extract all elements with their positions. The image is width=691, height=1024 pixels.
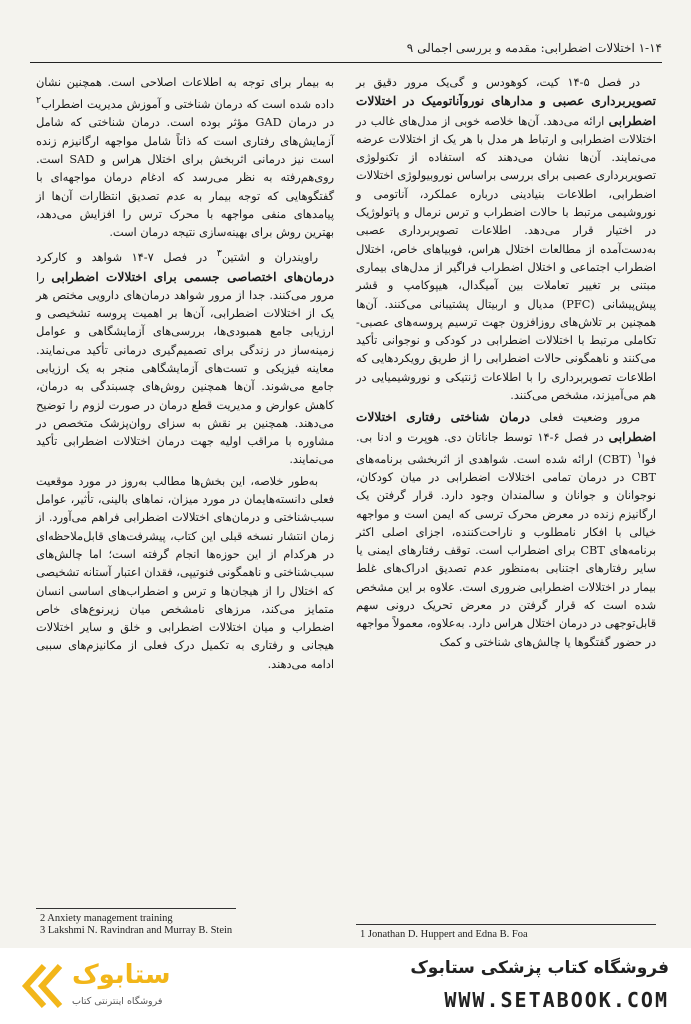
text-run: به‌طور خلاصه، این بخش‌ها مطالب به‌روز در مورد موقعیت فعلی دانسته‌هایمان در مورد میزان، نماهای بالینی، تأثیر، عوامل سبب‌شناختی و درمان‌های اختلالات اضطرابی فراهم می‌آورد. از زمان انتشار نسخه قبلی این کتاب، پیشرفت‌های قابل‌ملاحظه‌ای در هرکدام از این حوزه‌ها انجام گرفته است؛ اما چالش‌های سبب‌شناختی و ناهمگونی فنوتیپی، فقدان اعتبار آستانه تشخیصی که اختلال را از هیجان‌ها و ترس و اضطراب‌های اساسی انسان متمایز می‌کند، مرزهای نامشخص میان زیرنوع‌های خاص اضطراب و میان اختلالات اضطرابی و خلق و سایر اختلالات هیجانی و رفتاری به تکمیل درک فعلی از مکانیزم‌های سببی ادامه می‌دهند.: [36, 474, 334, 671]
right-text-column: [356, 74, 656, 655]
left-text-column: [36, 74, 334, 677]
logo-tagline: فروشگاه اینترنتی کتاب: [72, 996, 163, 1007]
paragraph: [36, 74, 334, 242]
footnote-ref: ۱: [636, 449, 642, 461]
text-run: در فصل ۶-۱۴ توسط جاناتان دی. هوپرت و ادنا بی. فوا: [356, 430, 656, 466]
bold-phrase: تصویربرداری عصبی و مدارهای نوروآناتومیک در اختلالات اضطرابی: [356, 94, 656, 128]
footnote: 3 Lakshmi N. Ravindran and Murray B. Stein: [40, 925, 233, 936]
text-run: در فصل ۵-۱۴ کیت، کوهودس و گی‌یک مرور دقیق بر: [356, 76, 640, 89]
text-run: راویندران و اشتین: [221, 251, 318, 265]
text-run: را مرور می‌کنند. جدا از مرور شواهد درمان‌های دارویی مختص هر یک از اختلالات اضطرابی، آن‌ها بر اهمیت پروسه تشخیصی و ارزیابی جامع همبودی‌ها، بررسی‌های آزمایشگاهی و عوامل زمینه‌ساز در زندگی برای تصمیم‌گیری درمانی تأکید می‌نمایند. معاینه فیزیکی و تست‌های آزمایشگاهی منجر به یک ارزیابی جامع می‌شوند. آن‌ها همچنین روش‌های چسبندگی به درمان، کاهش عوارض و مدیریت قطع درمان در صورت لزوم را توضیح می‌دهند. همچنین بر نقش به سزای روان‌پزشک متخصص در مشاوره با مراقب اولیه جهت درمان اختلالات اضطرابی تأکید می‌نمایند.: [36, 270, 334, 467]
logo-wordmark: ستابوک: [72, 960, 171, 990]
text-run: مرور وضعیت فعلی: [530, 411, 640, 425]
page-header: [30, 38, 662, 63]
text-run: به بیمار برای توجه به اطلاعات اصلاحی است. همچنین نشان داده شده است که درمان شناختی و آموزش مدیریت اضطراب: [36, 76, 334, 112]
store-name: فروشگاه کتاب پزشکی ستابوک: [410, 958, 669, 978]
store-logo[interactable]: [14, 960, 264, 1014]
bold-phrase: درمان‌های اختصاصی جسمی برای اختلالات اضطرابی: [51, 269, 334, 284]
paragraph: [36, 473, 334, 674]
footnote: 1 Jonathan D. Huppert and Edna B. Foa: [360, 929, 528, 940]
footnote-rule-left: [36, 908, 236, 909]
text-run: در درمان GAD مؤثر بوده است. درمان شناختی که شامل آزمایش‌های رفتاری است که ذاتاً شامل مواجهه ارگانیزم زنده است نیز درمانی اثربخش برای اختلال هراس و SAD است. روی‌هم‌رفته به نظر می‌رسد که ادغام درمان مواجهه‌ای با گفتگوهایی که توجه بیمار به عدم تصدیق انتظارات آن‌ها از پیامدهای منفی مواجهه با محرک ترس را افزایش می‌دهد، بهترین روش برای بهینه‌سازی نتیجه درمان است.: [36, 116, 334, 240]
text-run: ارائه می‌دهد. آن‌ها خلاصه خوبی از مدل‌های غالب در اختلالات اضطرابی و ارتباط هر مدل با هر یک از اختلالات عرضه می‌نمایند. آن‌ها نشان می‌دهند که استفاده از تکنولوژی تصویربرداری عصبی برای بررسی براساس نوروبیولوژی اختلالات اضطرابی، اطلاعات بنیادینی درباره عملکرد، آناتومی و نوروشیمی مرتبط با حالات اضطراب و ترس نرمال و پاتولوژیک در اختیار قرار می‌دهد. اطلاعات تصویربرداری عصبی به‌دست‌آمده از مطالعات اختلال هراس، فوبیاهای خاص، اختلال اضطراب اجتماعی و اختلال اضطراب فراگیر از مدل‌های بیماری مبتنی بر تغییر تعاملات بین آمیگدال، هیپوکامپ و قشر پیش‌پیشانی (PFC) مدیال و اربیتال پشتیبانی می‌کنند. آن‌ها همچنین بر تلاش‌های روزافزون جهت ترسیم پروسه‌های عصبی- تکاملی مرتبط با اختلالات اضطرابی در کودکی و نوجوانی تأکید می‌کنند و ناهمگونی حالات اضطرابی را از طریق رویکردهایی که اطلاعات تصویربرداری را با اطلاعات ژنتیکی و نوروشیمیایی در هم می‌آمیزند، مشخص می‌کنند.: [356, 114, 656, 403]
footnote-rule-right: [356, 924, 656, 925]
chevron-logo-icon: [14, 962, 64, 1010]
bold-phrase: درمان شناختی رفتاری اختلالات اضطرابی: [356, 410, 656, 444]
store-url-link[interactable]: WWW.SETABOOK.COM: [444, 988, 669, 1012]
paragraph: [356, 408, 656, 652]
footnote-ref: ۳: [216, 248, 222, 260]
footnotes-right: [360, 929, 528, 941]
footnote: 2 Anxiety management training: [40, 913, 173, 924]
text-run: (CBT) ارائه شده است. شواهدی از اثربخشی برنامه‌های CBT در درمان تمامی اختلالات اضطرابی در میان کودکان، نوجوانان و جوانان و سالمندان وجود دارد. قرار گرفتن یک ارگانیزم زنده در معرض محرک ترسی که ایمن است و مواجهه خیالی با افکار نامطلوب و ناراحت‌کننده، اجزای اصلی اکثر برنامه‌های CBT برای اضطراب است. توقف رفتارهای ایمنی یا سایر رفتارهای اجتنابی به‌منظور عدم تصدیق ادراک‌های غلط بیمار در اختلالات اضطرابی ضروری است. علاوه بر این مشخص شده است که قرار گرفتن در معرض تحریک درونی سهم قابل‌توجهی در درمان اختلال هراس دارد. به‌علاوه، معمولاً مواجهه در حضور گفتگوها یا چالش‌های شناختی و کمک: [356, 452, 656, 649]
paragraph: [36, 245, 334, 469]
running-title: ۱-۱۴ اختلالات اضطرابی: مقدمه و بررسی اجمالی ۹: [406, 41, 662, 55]
paragraph: [356, 74, 656, 405]
footnote-ref: ۲: [36, 95, 42, 107]
text-run: در فصل ۷-۱۴ شواهد و کارکرد: [36, 251, 217, 265]
store-banner: [0, 948, 691, 1024]
footnotes-left: [40, 913, 232, 937]
